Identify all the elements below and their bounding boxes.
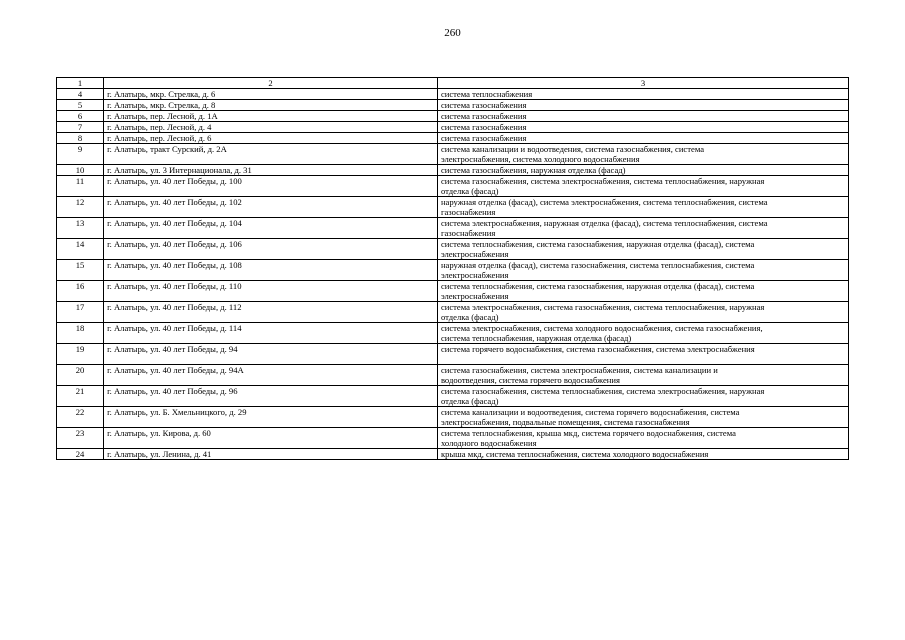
row-address: г. Алатырь, ул. 40 лет Победы, д. 114 [104,323,438,344]
systems-line: отделка (фасад) [440,186,499,196]
row-number: 24 [57,449,104,460]
row-address: г. Алатырь, мкр. Стрелка, д. 8 [104,100,438,111]
row-systems [437,302,848,323]
systems-line: наружная отделка (фасад), система электроснабжения, система теплоснабжения, система [440,197,768,207]
systems-line: система газоснабжения, наружная отделка (фасад) [440,165,626,175]
systems-line: отделка (фасад) [440,312,499,322]
systems-line: наружная отделка (фасад), система газоснабжения, система теплоснабжения, система [440,260,755,270]
table-row [57,89,849,100]
row-number: 7 [57,122,104,133]
page-number: 260 [444,27,461,39]
row-address: г. Алатырь, ул. 40 лет Победы, д. 106 [104,239,438,260]
row-number: 12 [57,197,104,218]
table-row [57,407,849,428]
systems-line: система горячего водоснабжения, система газоснабжения, система электроснабжения [440,344,755,354]
row-number: 4 [57,89,104,100]
header-col-1: 1 [57,78,104,89]
systems-line: система канализации и водоотведения, система газоснабжения, система [440,144,705,154]
systems-line: отделка (фасад) [440,396,499,406]
row-number: 11 [57,176,104,197]
systems-line: система газоснабжения [440,100,527,110]
table-row [57,239,849,260]
row-address: г. Алатырь, ул. Кирова, д. 60 [104,428,438,449]
row-systems [437,133,848,144]
systems-line: система теплоснабжения, система газоснабжения, наружная отделка (фасад), система [440,281,755,291]
row-systems [437,260,848,281]
row-number: 15 [57,260,104,281]
row-systems [437,89,848,100]
systems-line: система газоснабжения, система теплоснабжения, система электроснабжения, наружная [440,386,765,396]
table-header-row [57,78,849,89]
table-row [57,365,849,386]
systems-line: электроснабжения [440,249,509,259]
systems-line: система газоснабжения [440,122,527,132]
row-number: 10 [57,165,104,176]
row-number: 18 [57,323,104,344]
table-row [57,428,849,449]
row-address: г. Алатырь, ул. 40 лет Победы, д. 110 [104,281,438,302]
row-systems [437,218,848,239]
row-number: 14 [57,239,104,260]
table-row [57,165,849,176]
table-row [57,111,849,122]
row-systems [437,386,848,407]
header-col-3: 3 [437,78,848,89]
systems-line: система теплоснабжения [440,89,533,99]
row-address: г. Алатырь, ул. 40 лет Победы, д. 96 [104,386,438,407]
systems-line: электроснабжения, подвальные помещения, система газоснабжения [440,417,690,427]
row-number: 16 [57,281,104,302]
table-row [57,144,849,165]
row-systems [437,407,848,428]
table-row [57,281,849,302]
systems-line: система электроснабжения, система холодного водоснабжения, система газоснабжения, [440,323,763,333]
systems-line: водоотведения, система горячего водоснабжения [440,375,620,385]
row-address: г. Алатырь, тракт Сурский, д. 2А [104,144,438,165]
row-address: г. Алатырь, ул. 40 лет Победы, д. 100 [104,176,438,197]
row-systems [437,449,848,460]
row-number: 13 [57,218,104,239]
systems-line [441,354,845,364]
systems-line: газоснабжения [440,207,496,217]
table-row [57,323,849,344]
row-systems [437,323,848,344]
row-number: 19 [57,344,104,365]
table-row [57,302,849,323]
row-address: г. Алатырь, ул. 40 лет Победы, д. 108 [104,260,438,281]
systems-line: электроснабжения [440,291,509,301]
table-row [57,176,849,197]
table-row [57,449,849,460]
table-row [57,218,849,239]
row-address: г. Алатырь, пер. Лесной, д. 4 [104,122,438,133]
systems-line: система газоснабжения [440,133,527,143]
table-row [57,122,849,133]
systems-line: система теплоснабжения, система газоснабжения, наружная отделка (фасад), система [440,239,755,249]
header-col-2: 2 [104,78,438,89]
systems-line: электроснабжения [440,270,509,280]
systems-line: система газоснабжения, система электроснабжения, система канализации и [440,365,718,375]
table-row [57,133,849,144]
row-number: 6 [57,111,104,122]
row-systems [437,165,848,176]
row-address: г. Алатырь, мкр. Стрелка, д. 6 [104,89,438,100]
systems-line: крыша мкд, система теплоснабжения, система холодного водоснабжения [440,449,709,459]
table-row [57,344,849,365]
table-row [57,260,849,281]
row-systems [437,281,848,302]
row-number: 20 [57,365,104,386]
row-address: г. Алатырь, ул. 40 лет Победы, д. 112 [104,302,438,323]
row-systems [437,176,848,197]
row-number: 5 [57,100,104,111]
row-number: 8 [57,133,104,144]
systems-line: электроснабжения, система холодного водоснабжения [440,154,640,164]
systems-line: холодного водоснабжения [440,438,537,448]
systems-line: газоснабжения [440,228,496,238]
row-address: г. Алатырь, ул. 3 Интернационала, д. 31 [104,165,438,176]
row-systems [437,122,848,133]
row-address: г. Алатырь, пер. Лесной, д. 6 [104,133,438,144]
table-row [57,100,849,111]
systems-line: система канализации и водоотведения, система горячего водоснабжения, система [440,407,740,417]
systems-line: система газоснабжения, система электроснабжения, система теплоснабжения, наружная [440,176,765,186]
row-number: 23 [57,428,104,449]
row-address: г. Алатырь, пер. Лесной, д. 1А [104,111,438,122]
row-address: г. Алатырь, ул. Б. Хмельницкого, д. 29 [104,407,438,428]
row-number: 17 [57,302,104,323]
row-systems [437,239,848,260]
row-address: г. Алатырь, ул. Ленина, д. 41 [104,449,438,460]
row-systems [437,344,848,365]
systems-line: система электроснабжения, наружная отделка (фасад), система теплоснабжения, система [440,218,768,228]
row-systems [437,144,848,165]
table-row [57,197,849,218]
row-address: г. Алатырь, ул. 40 лет Победы, д. 94 [104,344,438,365]
row-systems [437,111,848,122]
row-number: 9 [57,144,104,165]
row-address: г. Алатырь, ул. 40 лет Победы, д. 94А [104,365,438,386]
row-number: 21 [57,386,104,407]
row-address: г. Алатырь, ул. 40 лет Победы, д. 104 [104,218,438,239]
row-systems [437,100,848,111]
row-address: г. Алатырь, ул. 40 лет Победы, д. 102 [104,197,438,218]
row-systems [437,197,848,218]
systems-line: система теплоснабжения, наружная отделка (фасад) [440,333,632,343]
row-number: 22 [57,407,104,428]
objects-table [56,77,849,460]
table-row [57,386,849,407]
row-systems [437,365,848,386]
systems-line: система теплоснабжения, крыша мкд, система горячего водоснабжения, система [440,428,736,438]
row-systems [437,428,848,449]
systems-line: система газоснабжения [440,111,527,121]
systems-line: система электроснабжения, система газоснабжения, система теплоснабжения, наружная [440,302,765,312]
